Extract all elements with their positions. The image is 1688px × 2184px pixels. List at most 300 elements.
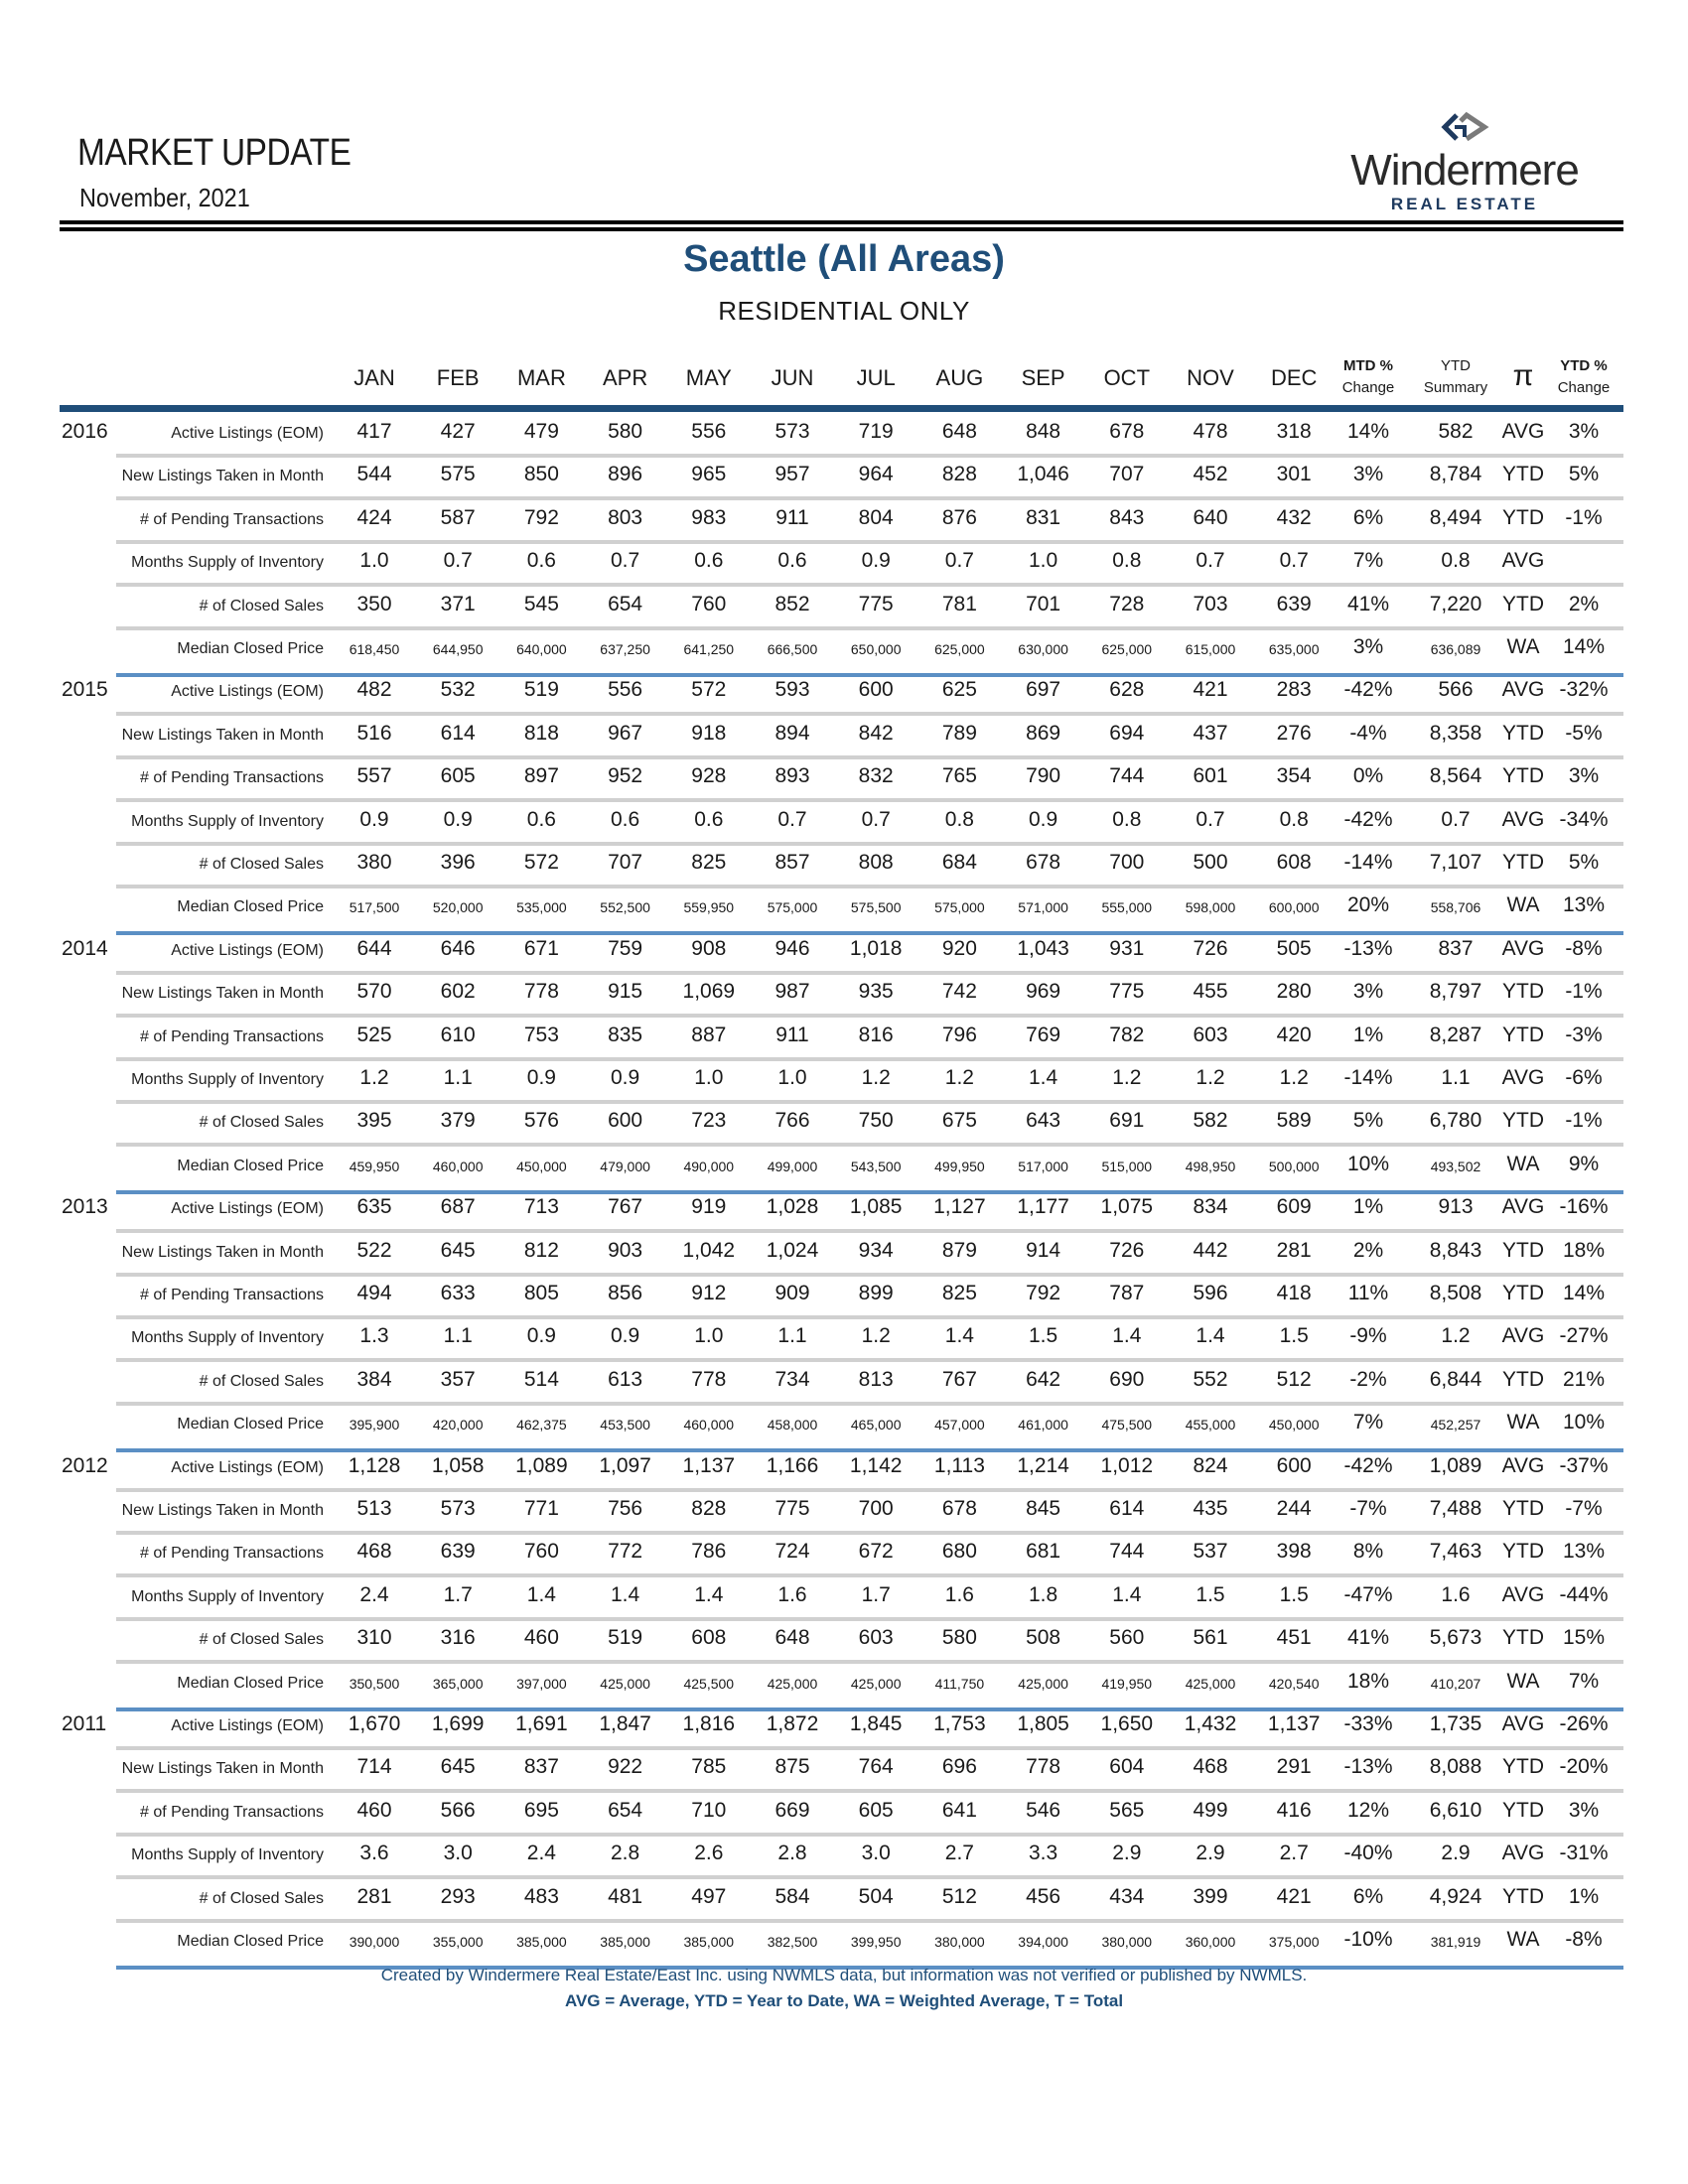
row-divider bbox=[116, 1229, 1623, 1233]
month-header-apr: APR bbox=[602, 365, 648, 390]
row-divider bbox=[116, 1488, 1623, 1492]
table-row bbox=[0, 1148, 1688, 1190]
month-value: 394,000 bbox=[1018, 1934, 1068, 1950]
month-value: 1,805 bbox=[1017, 1712, 1069, 1735]
month-value: 734 bbox=[774, 1367, 810, 1391]
month-value: 460,000 bbox=[432, 1158, 484, 1174]
month-value: 425,000 bbox=[767, 1675, 818, 1692]
table-row bbox=[0, 630, 1688, 673]
month-value: 742 bbox=[941, 980, 977, 1004]
month-value: 499,000 bbox=[767, 1158, 818, 1174]
table-row bbox=[0, 1319, 1688, 1362]
table-row bbox=[0, 1923, 1688, 1966]
metric-label: Median Closed Price bbox=[177, 1933, 324, 1950]
month-value: 1.0 bbox=[359, 549, 389, 573]
month-value: 354 bbox=[1276, 764, 1312, 788]
row-divider bbox=[116, 1143, 1623, 1147]
mtd-change-value: 3% bbox=[1352, 980, 1384, 1004]
ytd-summary-value: 493,502 bbox=[1430, 1158, 1481, 1174]
month-value: 818 bbox=[523, 721, 559, 745]
month-value: 723 bbox=[691, 1109, 727, 1133]
ytd-pct-change-value: 15% bbox=[1562, 1626, 1606, 1650]
month-value: 766 bbox=[774, 1109, 810, 1133]
month-value: 1,046 bbox=[1017, 463, 1069, 486]
row-divider bbox=[116, 626, 1623, 630]
month-value: 848 bbox=[1026, 420, 1061, 443]
month-value: 625,000 bbox=[1101, 641, 1153, 657]
month-value: 281 bbox=[356, 1884, 392, 1908]
month-value: 2.9 bbox=[1196, 1842, 1225, 1865]
month-value: 778 bbox=[691, 1367, 727, 1391]
summary-type: AVG bbox=[1501, 807, 1545, 831]
windermere-logo bbox=[1336, 111, 1594, 216]
ytd-header-bottom: Summary bbox=[1423, 379, 1488, 396]
ytd-summary-value: 8,508 bbox=[1429, 1282, 1482, 1304]
month-value: 418 bbox=[1276, 1282, 1312, 1304]
month-value: 750 bbox=[858, 1109, 894, 1133]
ytd-pct-change-value: -8% bbox=[1565, 1928, 1603, 1951]
month-value: 618,450 bbox=[349, 641, 400, 657]
month-value: 600 bbox=[608, 1109, 643, 1133]
mtd-change-value: -13% bbox=[1343, 936, 1393, 960]
month-value: 598,000 bbox=[1185, 899, 1236, 916]
month-value: 935 bbox=[858, 980, 894, 1004]
month-value: 514 bbox=[523, 1367, 559, 1391]
row-divider bbox=[116, 712, 1623, 716]
summary-type: AVG bbox=[1501, 1195, 1545, 1219]
month-value: 479 bbox=[523, 420, 559, 443]
mtd-change-value: -14% bbox=[1343, 1066, 1393, 1089]
month-value: 0.7 bbox=[610, 549, 640, 573]
table-row bbox=[0, 1535, 1688, 1577]
month-value: 654 bbox=[608, 1798, 643, 1822]
month-value: 724 bbox=[774, 1540, 810, 1564]
ytd-pct-change-value: 14% bbox=[1562, 635, 1606, 658]
ytd-summary-value: 6,780 bbox=[1429, 1109, 1482, 1133]
month-value: 672 bbox=[858, 1540, 894, 1564]
month-value: 876 bbox=[941, 505, 977, 529]
ytd-summary-value: 0.7 bbox=[1441, 807, 1471, 831]
month-header-jan: JAN bbox=[353, 365, 395, 390]
month-value: 556 bbox=[691, 420, 727, 443]
month-value: 475,500 bbox=[1101, 1417, 1153, 1433]
ytd-summary-value: 8,784 bbox=[1429, 463, 1482, 486]
row-divider bbox=[116, 1746, 1623, 1750]
year-label: 2013 bbox=[62, 1195, 108, 1219]
summary-type: YTD bbox=[1502, 1109, 1544, 1133]
ytd-summary-value: 4,924 bbox=[1429, 1884, 1482, 1908]
summary-type: AVG bbox=[1501, 1066, 1545, 1089]
month-value: 602 bbox=[440, 980, 476, 1004]
table-row bbox=[0, 759, 1688, 802]
month-value: 771 bbox=[523, 1497, 559, 1520]
month-value: 0.9 bbox=[861, 549, 891, 573]
ytd-summary-value: 410,207 bbox=[1430, 1675, 1481, 1692]
month-value: 605 bbox=[858, 1798, 894, 1822]
month-value: 744 bbox=[1109, 1540, 1145, 1564]
month-value: 2.9 bbox=[1112, 1842, 1142, 1865]
month-value: 1,432 bbox=[1184, 1712, 1237, 1735]
month-value: 695 bbox=[523, 1798, 559, 1822]
table-row bbox=[0, 1363, 1688, 1406]
month-value: 640,000 bbox=[516, 641, 567, 657]
month-value: 0.9 bbox=[526, 1324, 556, 1348]
ytd-summary-value: 5,673 bbox=[1429, 1626, 1482, 1650]
ytd-pct-header-top: YTD % bbox=[1560, 357, 1608, 374]
month-value: 671 bbox=[523, 936, 559, 960]
month-value: 0.9 bbox=[526, 1066, 556, 1089]
month-value: 650,000 bbox=[850, 641, 902, 657]
month-value: 918 bbox=[691, 721, 727, 745]
mtd-change-value: 11% bbox=[1347, 1282, 1389, 1304]
month-value: 494 bbox=[356, 1282, 392, 1304]
month-value: 382,500 bbox=[767, 1934, 818, 1950]
table-row bbox=[0, 1621, 1688, 1664]
month-value: 694 bbox=[1109, 721, 1145, 745]
month-value: 816 bbox=[858, 1023, 894, 1046]
type-symbol-header: π bbox=[1512, 359, 1534, 392]
table-row bbox=[0, 1578, 1688, 1621]
month-value: 478 bbox=[1193, 420, 1228, 443]
ytd-pct-change-value: 14% bbox=[1562, 1282, 1606, 1304]
month-value: 915 bbox=[608, 980, 643, 1004]
month-value: 396 bbox=[440, 851, 476, 874]
month-value: 0.6 bbox=[610, 807, 640, 831]
month-value: 1.4 bbox=[610, 1582, 640, 1606]
month-value: 726 bbox=[1109, 1238, 1145, 1262]
month-value: 808 bbox=[858, 851, 894, 874]
month-value: 425,000 bbox=[850, 1675, 902, 1692]
month-value: 520,000 bbox=[432, 899, 484, 916]
ytd-summary-value: 7,463 bbox=[1429, 1540, 1482, 1564]
month-value: 700 bbox=[1109, 851, 1145, 874]
month-value: 775 bbox=[774, 1497, 810, 1520]
metric-label: Active Listings (EOM) bbox=[171, 1458, 324, 1476]
month-value: 648 bbox=[774, 1626, 810, 1650]
ytd-pct-change-value: -1% bbox=[1565, 980, 1603, 1004]
ytd-summary-value: 8,494 bbox=[1429, 505, 1482, 529]
table-row bbox=[0, 1880, 1688, 1923]
logo-subtitle: REAL ESTATE bbox=[1390, 195, 1539, 213]
month-value: 828 bbox=[941, 463, 977, 486]
month-value: 566 bbox=[440, 1798, 476, 1822]
month-value: 922 bbox=[608, 1755, 643, 1779]
month-value: 589 bbox=[1276, 1109, 1312, 1133]
ytd-summary-value: 2.9 bbox=[1441, 1842, 1471, 1865]
month-value: 625,000 bbox=[934, 641, 985, 657]
month-value: 603 bbox=[858, 1626, 894, 1650]
month-value: 600 bbox=[1276, 1453, 1312, 1477]
month-value: 379 bbox=[440, 1109, 476, 1133]
month-value: 390,000 bbox=[349, 1934, 400, 1950]
ytd-summary-value: 8,088 bbox=[1429, 1755, 1482, 1779]
month-value: 931 bbox=[1109, 936, 1145, 960]
month-value: 697 bbox=[1026, 678, 1061, 702]
table-row bbox=[0, 975, 1688, 1018]
month-value: 792 bbox=[523, 505, 559, 529]
table-row bbox=[0, 803, 1688, 846]
month-header-may: MAY bbox=[685, 365, 732, 390]
ytd-summary-value: 1.2 bbox=[1441, 1324, 1471, 1348]
month-value: 832 bbox=[858, 764, 894, 788]
month-value: 843 bbox=[1109, 505, 1145, 529]
month-value: 1.2 bbox=[1279, 1066, 1309, 1089]
metric-label: Active Listings (EOM) bbox=[171, 683, 324, 701]
ytd-pct-change-value: 1% bbox=[1568, 1884, 1600, 1908]
summary-type: AVG bbox=[1501, 1582, 1545, 1606]
month-value: 805 bbox=[523, 1282, 559, 1304]
month-value: 600,000 bbox=[1268, 899, 1320, 916]
metric-label: # of Closed Sales bbox=[199, 597, 324, 614]
month-value: 532 bbox=[440, 678, 476, 702]
month-value: 425,000 bbox=[600, 1675, 650, 1692]
ytd-pct-change-value: 9% bbox=[1568, 1152, 1600, 1175]
month-value: 522 bbox=[356, 1238, 392, 1262]
month-value: 1,043 bbox=[1017, 936, 1069, 960]
month-value: 678 bbox=[941, 1497, 977, 1520]
month-value: 458,000 bbox=[767, 1417, 818, 1433]
month-value: 1.1 bbox=[777, 1324, 807, 1348]
metric-label: Median Closed Price bbox=[177, 898, 324, 916]
month-value: 395 bbox=[356, 1109, 392, 1133]
month-value: 1.0 bbox=[1028, 549, 1058, 573]
row-divider bbox=[116, 755, 1623, 759]
month-value: 582 bbox=[1193, 1109, 1228, 1133]
year-label: 2012 bbox=[62, 1453, 108, 1477]
month-value: 1.4 bbox=[1196, 1324, 1225, 1348]
table-row bbox=[0, 544, 1688, 587]
month-value: 812 bbox=[523, 1238, 559, 1262]
month-value: 457,000 bbox=[934, 1417, 985, 1433]
ytd-pct-change-value: -20% bbox=[1559, 1755, 1609, 1779]
ytd-pct-change-value: 3% bbox=[1568, 1798, 1600, 1822]
month-value: 512 bbox=[941, 1884, 977, 1908]
month-value: 482 bbox=[356, 678, 392, 702]
month-value: 499 bbox=[1193, 1798, 1228, 1822]
month-value: 395,900 bbox=[349, 1417, 400, 1433]
month-value: 516 bbox=[356, 721, 392, 745]
ytd-pct-header bbox=[1545, 355, 1622, 399]
month-value: 571,000 bbox=[1018, 899, 1068, 916]
month-value: 760 bbox=[523, 1540, 559, 1564]
month-value: 575,500 bbox=[850, 899, 902, 916]
month-value: 483 bbox=[523, 1884, 559, 1908]
month-value: 513 bbox=[356, 1497, 392, 1520]
month-value: 760 bbox=[691, 592, 727, 615]
month-value: 764 bbox=[858, 1755, 894, 1779]
month-value: 639 bbox=[1276, 592, 1312, 615]
metric-label: # of Pending Transactions bbox=[139, 1027, 324, 1045]
metric-label: # of Pending Transactions bbox=[139, 1287, 324, 1303]
month-value: 957 bbox=[774, 463, 810, 486]
month-value: 2.6 bbox=[694, 1842, 724, 1865]
month-value: 552,500 bbox=[600, 899, 650, 916]
ytd-pct-change-value: -27% bbox=[1559, 1324, 1609, 1348]
table-row bbox=[0, 1061, 1688, 1104]
ytd-pct-change-value: 18% bbox=[1562, 1238, 1606, 1262]
month-header-nov: NOV bbox=[1187, 365, 1234, 390]
row-divider bbox=[116, 885, 1623, 888]
month-value: 726 bbox=[1193, 936, 1228, 960]
month-value: 669 bbox=[774, 1798, 810, 1822]
month-value: 0.9 bbox=[610, 1066, 640, 1089]
month-value: 2.8 bbox=[777, 1842, 807, 1865]
month-value: 604 bbox=[1109, 1755, 1145, 1779]
summary-type: AVG bbox=[1501, 1842, 1545, 1865]
row-divider bbox=[116, 1875, 1623, 1879]
metric-label: Months Supply of Inventory bbox=[131, 1587, 324, 1605]
month-value: 909 bbox=[774, 1282, 810, 1304]
month-value: 596 bbox=[1193, 1282, 1228, 1304]
table-row bbox=[0, 932, 1688, 975]
month-value: 608 bbox=[691, 1626, 727, 1650]
month-value: 765 bbox=[941, 764, 977, 788]
month-value: 887 bbox=[691, 1023, 727, 1046]
month-value: 365,000 bbox=[432, 1675, 484, 1692]
month-value: 1.4 bbox=[694, 1582, 724, 1606]
summary-type: AVG bbox=[1501, 936, 1545, 960]
month-value: 1.7 bbox=[861, 1582, 891, 1606]
ytd-summary-header bbox=[1410, 355, 1501, 399]
month-value: 1,650 bbox=[1100, 1712, 1154, 1735]
ytd-summary-value: 8,564 bbox=[1429, 764, 1482, 788]
month-value: 500,000 bbox=[1268, 1158, 1320, 1174]
month-value: 1,670 bbox=[348, 1712, 401, 1735]
month-value: 719 bbox=[858, 420, 894, 443]
table-row bbox=[0, 673, 1688, 716]
month-value: 0.8 bbox=[1112, 549, 1142, 573]
mtd-change-value: 41% bbox=[1346, 592, 1390, 615]
month-value: 0.6 bbox=[694, 549, 724, 573]
summary-type: YTD bbox=[1502, 1238, 1544, 1262]
month-value: 1.8 bbox=[1028, 1582, 1058, 1606]
month-value: 813 bbox=[858, 1367, 894, 1391]
row-divider bbox=[116, 1100, 1623, 1104]
month-value: 420 bbox=[1276, 1023, 1312, 1046]
month-value: 700 bbox=[858, 1497, 894, 1520]
summary-type: YTD bbox=[1502, 1367, 1544, 1391]
month-value: 1,137 bbox=[1267, 1712, 1321, 1735]
summary-type: YTD bbox=[1502, 980, 1544, 1004]
area-title: Seattle (All Areas) bbox=[683, 238, 1005, 280]
month-value: 371 bbox=[440, 592, 476, 615]
month-value: 0.7 bbox=[861, 807, 891, 831]
summary-type: YTD bbox=[1502, 463, 1544, 486]
month-value: 546 bbox=[1026, 1798, 1061, 1822]
ytd-summary-value: 8,797 bbox=[1429, 980, 1482, 1004]
month-value: 834 bbox=[1193, 1195, 1228, 1219]
ytd-summary-value: 452,257 bbox=[1430, 1417, 1481, 1433]
mtd-change-value: 14% bbox=[1346, 420, 1390, 443]
month-value: 837 bbox=[523, 1755, 559, 1779]
month-value: 420,000 bbox=[432, 1417, 484, 1433]
month-value: 281 bbox=[1276, 1238, 1312, 1262]
month-value: 1.4 bbox=[1028, 1066, 1058, 1089]
month-header-jun: JUN bbox=[771, 365, 814, 390]
summary-type: YTD bbox=[1502, 592, 1544, 615]
month-value: 630,000 bbox=[1018, 641, 1068, 657]
month-value: 1,142 bbox=[849, 1453, 903, 1477]
month-value: 515,000 bbox=[1101, 1158, 1153, 1174]
month-value: 432 bbox=[1276, 505, 1312, 529]
ytd-summary-value: 558,706 bbox=[1430, 899, 1481, 916]
month-value: 1.5 bbox=[1279, 1582, 1309, 1606]
month-value: 613 bbox=[608, 1367, 643, 1391]
table-row bbox=[0, 1449, 1688, 1492]
month-value: 0.9 bbox=[610, 1324, 640, 1348]
month-value: 666,500 bbox=[767, 641, 818, 657]
month-value: 1.4 bbox=[1112, 1582, 1142, 1606]
mtd-change-value: 3% bbox=[1352, 635, 1384, 658]
month-value: 608 bbox=[1276, 851, 1312, 874]
month-value: 842 bbox=[858, 721, 894, 745]
month-value: 687 bbox=[440, 1195, 476, 1219]
metric-label: # of Closed Sales bbox=[199, 1372, 324, 1390]
ytd-summary-value: 1,089 bbox=[1429, 1453, 1482, 1477]
month-value: 1,816 bbox=[682, 1712, 736, 1735]
summary-type: AVG bbox=[1501, 549, 1545, 573]
month-value: 0.8 bbox=[1279, 807, 1309, 831]
ytd-pct-change-value: -34% bbox=[1559, 807, 1609, 831]
month-value: 1.7 bbox=[443, 1582, 473, 1606]
ytd-summary-value: 7,107 bbox=[1429, 851, 1482, 874]
mtd-change-value: -13% bbox=[1343, 1755, 1393, 1779]
year-label: 2015 bbox=[62, 678, 108, 702]
month-value: 782 bbox=[1109, 1023, 1145, 1046]
month-value: 964 bbox=[858, 463, 894, 486]
month-value: 355,000 bbox=[432, 1934, 484, 1950]
month-value: 573 bbox=[774, 420, 810, 443]
mtd-change-value: -2% bbox=[1349, 1367, 1387, 1391]
month-value: 914 bbox=[1026, 1238, 1061, 1262]
summary-type: YTD bbox=[1502, 1755, 1544, 1779]
month-value: 1.4 bbox=[526, 1582, 556, 1606]
footer-disclaimer: Created by Windermere Real Estate/East Inc. using NWMLS data, but information was not verified or published by NWMLS. bbox=[380, 1966, 1308, 1984]
header-rule-bottom bbox=[60, 227, 1623, 231]
mtd-change-value: -47% bbox=[1343, 1582, 1393, 1606]
month-value: 517,000 bbox=[1018, 1158, 1068, 1174]
metric-label: # of Closed Sales bbox=[199, 1631, 324, 1649]
mtd-change-value: 0% bbox=[1352, 764, 1384, 788]
ytd-pct-change-value: -7% bbox=[1565, 1497, 1603, 1520]
metric-label: New Listings Taken in Month bbox=[121, 468, 324, 485]
metric-label: New Listings Taken in Month bbox=[121, 1760, 324, 1778]
month-value: 804 bbox=[858, 505, 894, 529]
mtd-change-value: -33% bbox=[1343, 1712, 1393, 1735]
metric-label: Active Listings (EOM) bbox=[171, 1717, 324, 1734]
month-value: 786 bbox=[691, 1540, 727, 1564]
month-value: 894 bbox=[774, 721, 810, 745]
month-value: 0.7 bbox=[777, 807, 807, 831]
month-value: 767 bbox=[608, 1195, 643, 1219]
month-value: 633 bbox=[440, 1282, 476, 1304]
mtd-change-value: -42% bbox=[1343, 1453, 1393, 1477]
summary-type: YTD bbox=[1502, 1540, 1544, 1564]
month-value: 425,500 bbox=[683, 1675, 735, 1692]
month-value: 601 bbox=[1193, 764, 1228, 788]
month-value: 557 bbox=[356, 764, 392, 788]
month-value: 787 bbox=[1109, 1282, 1145, 1304]
month-value: 1,872 bbox=[766, 1712, 819, 1735]
table-row bbox=[0, 717, 1688, 759]
mtd-change-value: -42% bbox=[1343, 807, 1393, 831]
month-value: 609 bbox=[1276, 1195, 1312, 1219]
month-value: 759 bbox=[608, 936, 643, 960]
month-value: 455 bbox=[1193, 980, 1228, 1004]
month-value: 767 bbox=[941, 1367, 977, 1391]
month-value: 710 bbox=[691, 1798, 727, 1822]
month-value: 753 bbox=[523, 1023, 559, 1046]
